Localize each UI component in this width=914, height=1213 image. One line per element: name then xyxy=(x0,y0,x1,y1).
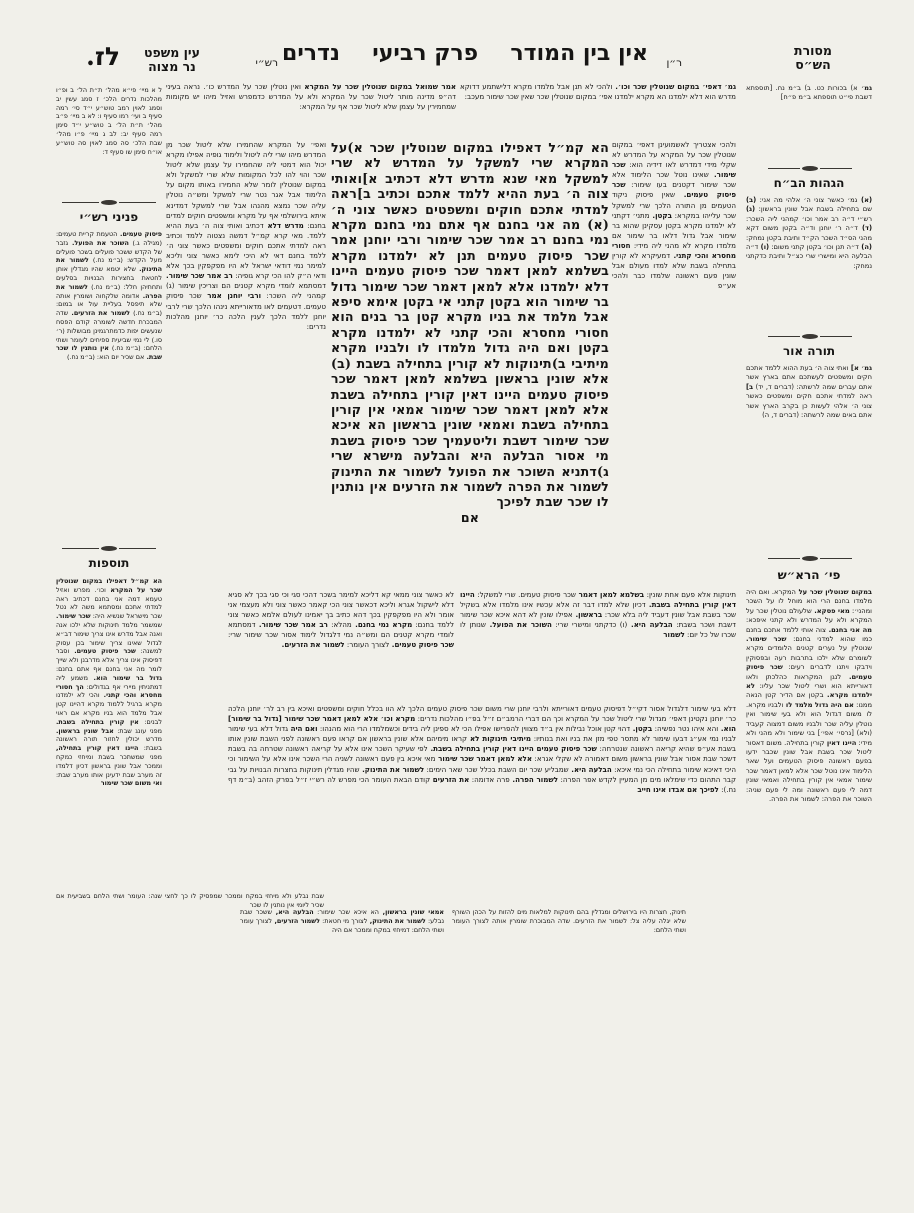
rashi-bottom-block: לא כאשר צוני ממאי קא דליכא למימר בשכר דהכי סגי וכי סגי בכך לא סגיא דלא לישקול אגרא וליכא דכאשר צוני הכי קאמר כאשר צוני ולא מעצמי אני אומר ולא היו מפקפקין בכך דהא כתיב בך יאמינו לעולם אלמא כאשר צוני ללמד בחנם: מקרא נמי בחנם. מהלא: רב אמר שכר שימור. דמסתמא לומדי מקרא קטנים הם ומש״ה נמי דלגדול לימוד אסור שכר שימור שרי: שכר פיסוק טעמים. לצורך העומר: לשמור את הזרעים. xyxy=(228,590,454,650)
ein-mishpat-label-2: נר מצוה xyxy=(148,59,196,74)
ein-mishpat-text: ל א מיי׳ פי״א מהל׳ ת״ת הל׳ ב ופ״ו מהלכות נדרים הלכ׳ ז סמג עשין יב וסמג לאוין רמב טוש״ע י״ד סי׳ רמה סעיף ב ועי׳ רמו סעיף ו: לא ב מיי׳ פ״ב מהל׳ ת״ת הל׳ ב טוש״ע י״ד סימן רמה סעיף יב: לב ג מיי׳ פ״ו מהל׳ שבת הלכ׳ סה סמג לאוין סה טוש״ע או״ח סימן שו סעיף ד: xyxy=(56,86,162,156)
tosafot-bottom-lines: שבת נבלע ולא מיחזי במקח וממכר שמפסיק לו כך לחצי שנה: העומר ושתי הלחם בשביעית אם שכיר ליומי אין נותנין לו שכר xyxy=(56,892,324,909)
ran-column: ולהכי אצטריך לאשמועינן דאפי׳ במקום שנוטלין שכר על המקרא על המדרש לא שקלי מידי דמדרש לאו דידיה הוא: שכר שימור. שאינו נוטל שכר הלימוד אלא שכר שימור דקטנים בעו שימור: שכר פיסוק טעמים. שאין פיסוק ניקוד הטעמים מן התורה הלכך שרי למשקל שכר עלייהו במקרא: בקטן. מתני׳ דקתני לא ילמדנו מקרא בקטן עסקינן שהוא בר שימור אבל גדול דלאו בר שימור אם מלמדו מקרא לא מהני ליה מידי: חסורי מחסרא והכי קתני. דמעיקרא לא קורין בתחילה בשבת שלא למדו מעולם אבל שונין פעם ראשונה שלמדו כבר ולהכי אע״פ xyxy=(612,140,736,291)
divider-ornament xyxy=(62,200,156,205)
page-title xyxy=(282,40,648,72)
rashi-column-tag: רש״י xyxy=(255,57,278,69)
pirush-harosh-text: במקום שנוטלין שכר על המקרא. ואם היה מלמדו בחנם הרי הוא מוחל לו על השכר ומהני׳: מאי פסקא. שלעולם נוטלין שכר על המקרא ולא על המדרש ולא קתני איפכא: מה אני בחנם. צוה אותי ללמד אתכם בחנם כמו שהוא למדני בחנם: שכר שימור. שנוטלין על נערים קטנים הלומדים מקרא לשומרם שלא ילכו בתרבות רעה ובפסוקין וידבקו ויתנו לדברים רעים: שכר פיסוק טעמים. לנגן המקראות כהלכתן ולאו דאורייתא הוא ושרי ליטול שכר עליו: לא ילמדנו מקרא. בקטן אם הדיר קטן הנאה ממנו: אם היה גדול מלמד לו ולבניו מקרא. לו משום דגדול הוא ולא בעי שימור ואין נוטלין עליה שכר ולבניו משום דמצוה קעביד (ולא) [גרסי׳ אפי׳] בני שימור ולא מהני ולא מידי: היינו דאין קורין בתחילה. משום דאסור ליטול שכר בשבת אבל שונין שכבר ידעו בפעם ראשונה פיסוק הטעמים ועל שאר הלימוד אינו נוטל שכר אלא למאן דאמר שכר שימור אמאי אין קורין בתחילה ואמאי שונין דמה לי פעם ראשונה ומה לי פעם שניה: השוכר את הפרה: לשמור את הפרה. xyxy=(746,588,872,803)
masoret-label-2: הש״ס xyxy=(795,57,831,72)
divider-ornament xyxy=(768,166,852,171)
masechet-name: נדרים xyxy=(282,40,340,66)
masoret-hashas-text: גמ׳ א) בכורות כט. ב) ב״מ נח. [תוספתא דשבת פי״ט תוספתא ב״מ פ״ח] xyxy=(746,84,872,102)
pninei-rashi-text: פיסוק טעמים. הטעמת קריית טעמים: (מגילה ג.) השוכר את הפועל. גזבר של הקדש ששכר פועלים בשכר פועלים מעל הקדש: (ב״מ נח.) לשמור את התינוק. שלא יטמא שהיו מגדלין אותן לחטאת בחצירות הבנויות בסלעים ותחתיהן חלל: (ב״מ נח.) לשמור את הפרה. אדומה שלקחוה ושומרין אותה שלא תיפסל בעליית עול או במום: (ב״מ נח.) לשמור את הזרעים. שדה המבכרת חדשה לשומרה קודם הפסח שנעשים יפות כדמתרגמינן מבושלות (ר׳ סו.) לי נמי שביעית ספיחים לעומר ושתי הלחם: (ב״מ נח.) אין נותנין לו שכר שבת. אם שכיר יום הוא: (ב״מ נח.) xyxy=(56,230,162,362)
ran-full-width-block: דלא בעי שימור דלגדול אסור דקי״ל דפיסוק טעמים דאורייתא ולרבי יוחנן שרי משום שכר פיסוק טעמים הלכך לא הוו בכלל חוקים ומשפטים ואיכא בין רב לר׳ יוחנן הלכה כר׳ יוחנן נקטינן דאפי׳ מגדול שרי ליטול שכר על המקרא וכך הם דברי הרמב״ם ז״ל בפ״ו מהלכות נדרים: מקרא וכו׳ אלא למאן דאמר שכר שימור [גדול בר שימור] הוא. והא איהו נטר נפשיה: בקטן. דהוי קטן אוכל נבילות אין ב״ד מצווין להפרישו אפילו הכי לא ספינן ליה בידים וכשמלמדו הרי הוא מהנהו: ואם היה גדול דלא בעי שימור לבניו נמי אע״ג דבעו שימור לא מתסר טפי מזן את בניו ואת בנותיו: מיתיבי תינוקות לא קראו מימיהם אלא שונין בראשון אם קראו פעם ראשונה לפני השבת שונין אותו בשבת אע״פ שהיא קריאה ראשונה שנטרחה: שכר פיסוק טעמים היינו דאין קורין בתחילה בשבת. לפי שעיקר השכר אינו אלא על קריאה ראשונה שטרחה בה בשבת דשכר שבת אסור אבל שונין בראשון משום דאמורה לא שקלי אגרא: אלא למאן דאמר שכר שימור מאי איכא בין פעם ראשונה לשניה הרי השכר אינו אלא על השימור וכי היכי דאיכא שימור בתחילה הכי נמי איכא: הבלעה היא. שמבליע שכר יום השבת בכלל שכר שאר הימים: לשמור את התינוק. שהיו מגדלין תינוקות בחצרות הבנויות על גבי קבר התהום כדי שימלאו מים מן המעיין לקדש אפר הפרה: לשמור הפרה. פרה אדומה: את הזרעים קודם הבאת העומר הכי מפרש לה רש״י ז״ל בפרק הזהב (ב״מ דף נח.): לפיכך אם אבדו אינו חייב xyxy=(228,704,736,794)
footnote-left: אמאי שונין בראשון, הא איכא שכר שימור: הבלעה היא, ששכר שבת נבלע: לשמור את התינוק, לצורך מי חטאת: לשמור הזרעים, לצורך עומר ושתי הלחם: דמיחזי במקח וממכר אם היה xyxy=(240,908,444,934)
tosafot-text: הא קמ״ל דאפילו במקום שנוטלין שכר על המקרא וכו׳. מפרש ואזיל טעמא דמה אני בחנם דכתיב ראה למדתי אתכם ומסתמא משה לא נטל שכר מישראל שנשיא היה: שכר שימור. שמשמר מלמד תינוקות שלא ילכו אנה ואנה אבל מדרש אינו צריך שימור דב״א לגדול שאינו צריך שימור בכן עסוק למשנה: שכר פיסוק טעמים. וסבר דפיסוק אינו צריך אלא מדרבנן ולא שייך לומר מה אני בחנם אף אתם בחנם: גדול בר שימור הוא. משמע ליה דמתניתין מיירי אף בגדולים: הך חסורי מחסרא והכי קתני. והכי לא ילמדנו מקרא ברגיל ללמוד מקרא דהיינו קטן אבל מלמד הוא בניו מקרא אם ראוי לבנים: אין קורין בתחילה בשבת. מפני עונג שבת: אבל שונין בראשון. מדרש יכולין לחזור תורה ראשונה בשבת: היינו דאין קורין בתחילה, מפני שמשתכר בשבת ומיחזי כמקח וממכר אבל שונין בראשון דכיון דלמדו זה מערב שבת ידעינן אותו מערב שבת: ואי משום שכר שימור xyxy=(56,577,162,788)
torah-or-title: תורה אור xyxy=(782,344,836,358)
gemara-last-word: אם xyxy=(460,509,480,525)
ran-column-tag: ר״ן xyxy=(666,57,682,69)
footnote-right: תינוק, חצרות היו בירושלים ומגדלין בהם תינוקות למלאות מים להזות על הכהן השורף שלא יגלה עליה צל: לשמור את הזרעים. שדה המבוכרת שומרין אותה לצורך העומר ושתי הלחם: xyxy=(452,908,686,934)
hagahot-habach-text: (א) גמ׳ כאשר צוני ה׳ אלהי מה אני: (ב) שם בתחילה בשבת אבל שונין בראשון: (ג) רש״י ד״ה רב אמר וכו׳ קמהני ליה השכר: (ד) ד״ה ר׳ יוחנן וד״ה בקטן משום דקא מהני הס״ד השכר הק״ד ותיבת בקטן נמחק: (ה) ד״ה תנן וכו׳ בקטן קתני משום: (ו) ד״ה הבלעה היא ומישרי שרי כצ״ל ותיבת כדקתני נמחק: xyxy=(746,196,872,270)
rashi-column: ואפי׳ על המקרא שהחמירו שלא ליטול שכר מן המדרש מיהו שרי ליה ליטול ולימוד גופיה אפילו מקרא יכול הוא דמטי ליה שהחמירו על עצמן שלא ליטול שכר והוי להו לכל המקומות שלא שרי למשקל ולא במקום שנוטלין לומר שלא החמירו באותו מקום על הלימוד אבל אגר נטר שרי למשקל ומש״ה נוטלין עליה שכר נמצא מהנהו אבל שרי למשקל דמדינא איתא בירושלמי אף על מקרא ומשפטים חוקים למדים בחנם: מדרש דלא דכתיב ואותי צוה ה׳ בעת ההיא ללמד. מאי קרא קמ״ל דמשה נצטוה ללמד וכתיב ראה למדתי אתכם חוקים ומשפטים כאשר צוני ה׳ ללמד בחנם דאי לא היכי לימא כאשר צוני וליכא למימר נמי דודאי ישראל לא היו מפקפקין בכך אלא ודאי ה״ק להו הכי קרא גופיה: רב אמר שכר שימור. דמסתמא לומדי מקרא קטנים הם וצריכין שימור (ג) קמהני ליה השכר: ורבי יוחנן אמר שכר פיסוק טעמים. דטעמים לאו מדאורייתא נינהו הלכך שרי לרבי יוחנן ללמד הלכך לענין הלכה כר׳ יוחנן מהלכות נדרים: xyxy=(166,140,326,331)
ein-mishpat-header xyxy=(122,46,222,80)
gemara-block xyxy=(331,140,609,610)
perek-label: פרק רביעי xyxy=(372,40,479,66)
hagahot-habach-title: הגהות הב״ח xyxy=(773,176,845,190)
daf-number: לז. xyxy=(86,42,120,71)
divider-ornament xyxy=(62,546,156,551)
torah-or-text: גמ׳ א] ואתי צוה ה׳ בעת ההוא ללמד אתכם חקים ומשפטים לעשתכם אתם בארץ אשר אתם עברים שמה לרשתה: (דברים ד, יד) ב] ראה למדתי אתכם חקים ומשפטים כאשר צוני ה׳ אלהי לעשות כן בקרב הארץ אשר אתם באים שמה לרשתה: (דברים ד, ה) xyxy=(746,364,872,420)
pirush-harosh-title: פי׳ הרא״ש xyxy=(777,568,841,582)
rashi-top-block: אמר שמואל במקום שנוטלין שכר על המקרא ואין נוטלין שכר על המדרש כו׳. נראה בעיני דה״פ מדינה מותר ליטול שכר על המקרא ולא על המדרש כדמפרש ואזיל מיהו יש מקומות שמחמירין על עצמן שלא ליטול שכר אף על המקרא: xyxy=(166,82,456,112)
pninei-rashi-title: פניני רש״י xyxy=(79,210,139,224)
ein-mishpat-label-1: עין משפט xyxy=(144,46,200,60)
divider-ornament xyxy=(768,556,852,561)
tosafot-title: תוספות xyxy=(88,556,130,570)
masoret-label-1: מסורת xyxy=(794,44,832,58)
ran-top-block: גמ׳ דאפי׳ במקום שנוטלין שכר וכו׳. ולהכי לא תנן אבל מלמדו מקרא דלישתמע דדוקא מדרש הוא דלא ילמדנו הא מקרא ילמדנו אפי׳ במקום שנוטלין שכר שאין שכר שימור מעכב: xyxy=(460,82,736,102)
chapter-name: אין בין המודר xyxy=(510,40,648,66)
ran-middle-block: תינוקות אלא פעם אחת שונין: בשלמא למאן דאמר שכר פיסוק טעמים. שרי למשקל: היינו דאין קורין בתחילה בשבת. דכיון שלא למדו דבר זה אלא עכשיו אינו מלמדו אלא בשקיל שכר בשבת אבל שונין דעביד ליה בלא שכר: בראשון. אפילו שונין לא דהא איכא שכר שימור דשבת ושכר בשבת: הבלעה היא. (ו) כדקתני ומישרי שרי: השוכר את הפועל. שנותן לו שכרו של כל יום: לשמור xyxy=(460,590,736,640)
gemara-text: הא קמ״ל דאפילו במקום שנוטלין שכר א)על המקרא שרי למשקל על המדרש לא שרי למשקל מאי שנא מדרש דלא דכתיב א]ואותי צוה ה׳ בעת ההיא ללמד אתכם וכתיב ב]ראה למדתי אתכם חוקים ומשפטים כאשר צוני ה׳ (א) מה אני בחנם אף אתם נמי בחנם מקרא נמי בחנם רב אמר שכר שימור ורבי יוחנן אמר שכר פיסוק טעמים תנן לא ילמדנו מקרא בשלמא למאן דאמר שכר פיסוק טעמים היינו דלא ילמדנו אלא למאן דאמר שכר שימור גדול בר שימור הוא בקטן קתני אי בקטן אימא סיפא אבל מלמד את בניו מקרא קטן בר בנים הוא חסורי מחסרא והכי קתני לא ילמדנו מקרא בקטן ואם היה גדול מלמדו לו ולבניו מקרא מיתיבי ב)תינוקות לא קורין בתחילה בשבת (ב) אלא שונין בראשון בשלמא למאן דאמר שכר פיסוק טעמים היינו דאין קורין בתחילה בשבת אלא למאן דאמר שכר שימור אמאי אין קורין בתחילה בשבת ואמאי שונין בראשון הא איכא שכר שימור דשבת וליטעמיך שכר פיסוק בשבת מי אסור הבלעה היא והבלעה מישרא שרי ג)דתניא השוכר את הפועל לשמור את התינוק לשמור את הפרה לשמור את הזרעים אין נותנין לו שכר שבת לפיכך xyxy=(331,140,609,510)
divider-ornament xyxy=(768,334,852,339)
masoret-header xyxy=(768,44,858,78)
